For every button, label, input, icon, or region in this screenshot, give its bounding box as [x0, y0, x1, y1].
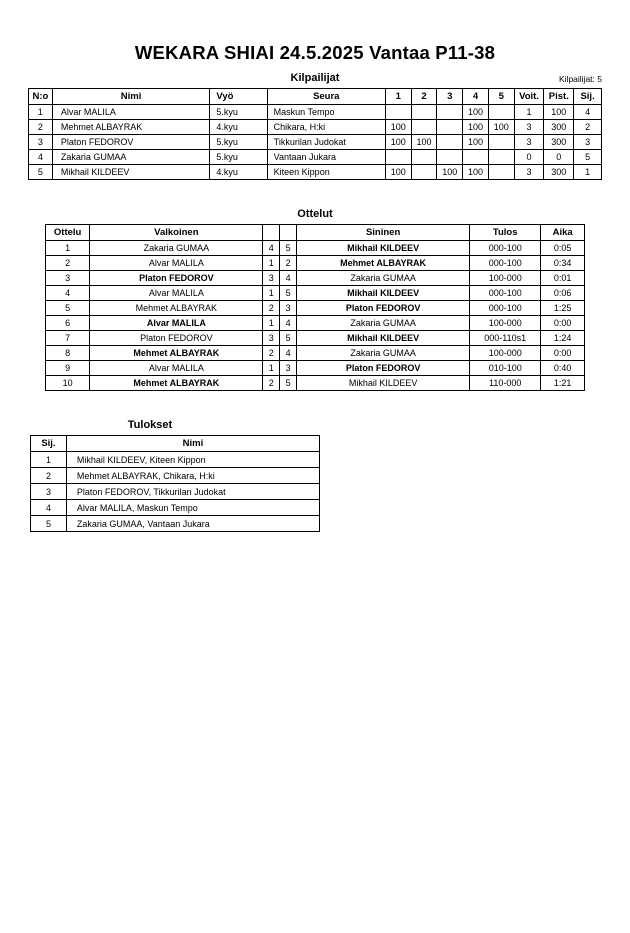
cell-m1: [385, 105, 411, 120]
cell-pb: 5: [280, 241, 297, 256]
cell-m1: 100: [385, 120, 411, 135]
cell-grade: 5.kyu: [210, 105, 267, 120]
table-row: [29, 120, 602, 135]
cell-grade: 4.kyu: [210, 120, 267, 135]
cell-blue: Mikhail KILDEEV: [297, 331, 470, 346]
cell-blue: Zakaria GUMAA: [297, 271, 470, 286]
cell-time: 0:01: [541, 271, 585, 286]
col-points: Pist.: [544, 89, 574, 105]
table-row: [29, 150, 602, 165]
col-match-5: 5: [488, 89, 514, 105]
cell-rank: 4: [574, 105, 602, 120]
cell-club: Vantaan Jukara: [267, 150, 385, 165]
cell-rank: 1: [574, 165, 602, 180]
cell-name: Mikhail KILDEEV: [52, 165, 210, 180]
cell-pw: 4: [263, 241, 280, 256]
cell-name: Platon FEDOROV, Tikkurilan Judokat: [66, 484, 319, 500]
cell-blue: Platon FEDOROV: [297, 361, 470, 376]
table-row: [46, 346, 585, 361]
cell-time: 0:00: [541, 316, 585, 331]
cell-club: Chikara, H:ki: [267, 120, 385, 135]
cell-wins: 1: [514, 105, 544, 120]
competitors-count-label: Kilpailijat: 5: [559, 74, 602, 84]
col-name: Nimi: [52, 89, 210, 105]
col-grade: Vyö: [210, 89, 267, 105]
cell-time: 1:21: [541, 376, 585, 391]
cell-no: 1: [46, 241, 90, 256]
table-row: [31, 516, 320, 532]
col-result-rank: Sij.: [31, 436, 67, 452]
col-match-4: 4: [463, 89, 489, 105]
cell-time: 0:00: [541, 346, 585, 361]
cell-name: Mehmet ALBAYRAK: [52, 120, 210, 135]
competitors-header-row: [29, 89, 602, 105]
table-row: [46, 301, 585, 316]
cell-m5: [488, 150, 514, 165]
cell-pb: 3: [280, 361, 297, 376]
cell-no: 7: [46, 331, 90, 346]
cell-white: Zakaria GUMAA: [90, 241, 263, 256]
cell-no: 10: [46, 376, 90, 391]
cell-blue: Zakaria GUMAA: [297, 316, 470, 331]
cell-pb: 4: [280, 316, 297, 331]
cell-m5: [488, 165, 514, 180]
results-header-row: [31, 436, 320, 452]
competitors-heading: Kilpailijat: [290, 72, 340, 84]
cell-m4: 100: [463, 165, 489, 180]
cell-time: 0:06: [541, 286, 585, 301]
cell-pw: 2: [263, 301, 280, 316]
cell-white: Mehmet ALBAYRAK: [90, 301, 263, 316]
cell-white: Alvar MALILA: [90, 286, 263, 301]
cell-pb: 2: [280, 256, 297, 271]
cell-result: 000-100: [470, 256, 541, 271]
results-block: [0, 419, 630, 532]
cell-blue: Mikhail KILDEEV: [297, 286, 470, 301]
col-result: Tulos: [470, 225, 541, 241]
competitors-heading-row: [0, 72, 630, 88]
table-row: [46, 271, 585, 286]
cell-rank: 3: [31, 484, 67, 500]
cell-result: 000-100: [470, 286, 541, 301]
cell-pb: 4: [280, 271, 297, 286]
cell-white: Mehmet ALBAYRAK: [90, 376, 263, 391]
cell-result: 000-110s1: [470, 331, 541, 346]
cell-grade: 5.kyu: [210, 135, 267, 150]
cell-pw: 1: [263, 316, 280, 331]
cell-club: Kiteen Kippon: [267, 165, 385, 180]
table-row: [46, 361, 585, 376]
cell-pw: 1: [263, 256, 280, 271]
table-row: [46, 286, 585, 301]
cell-no: 3: [46, 271, 90, 286]
cell-no: 4: [29, 150, 53, 165]
table-row: [31, 468, 320, 484]
cell-grade: 4.kyu: [210, 165, 267, 180]
cell-pb: 5: [280, 286, 297, 301]
cell-pw: 3: [263, 271, 280, 286]
cell-no: 2: [29, 120, 53, 135]
cell-rank: 2: [31, 468, 67, 484]
cell-blue: Mehmet ALBAYRAK: [297, 256, 470, 271]
cell-no: 9: [46, 361, 90, 376]
cell-m3: [437, 105, 463, 120]
cell-name: Mikhail KILDEEV, Kiteen Kippon: [66, 452, 319, 468]
cell-time: 0:05: [541, 241, 585, 256]
table-row: [46, 316, 585, 331]
col-match-1: 1: [385, 89, 411, 105]
cell-rank: 3: [574, 135, 602, 150]
cell-white: Alvar MALILA: [90, 361, 263, 376]
cell-white: Platon FEDOROV: [90, 271, 263, 286]
cell-m1: 100: [385, 165, 411, 180]
cell-m2: [411, 120, 437, 135]
competitors-table-wrap: [0, 88, 630, 180]
matches-table: [45, 224, 585, 391]
col-no: N:o: [29, 89, 53, 105]
cell-no: 5: [29, 165, 53, 180]
cell-time: 1:25: [541, 301, 585, 316]
cell-rank: 1: [31, 452, 67, 468]
cell-pb: 4: [280, 346, 297, 361]
cell-result: 000-100: [470, 241, 541, 256]
cell-rank: 5: [574, 150, 602, 165]
cell-m2: 100: [411, 135, 437, 150]
cell-pw: 2: [263, 376, 280, 391]
competitors-table: [28, 88, 602, 180]
cell-pb: 5: [280, 331, 297, 346]
col-blue: Sininen: [297, 225, 470, 241]
cell-name: Mehmet ALBAYRAK, Chikara, H:ki: [66, 468, 319, 484]
table-row: [29, 105, 602, 120]
cell-grade: 5.kyu: [210, 150, 267, 165]
cell-no: 4: [46, 286, 90, 301]
cell-wins: 0: [514, 150, 544, 165]
cell-no: 6: [46, 316, 90, 331]
cell-result: 010-100: [470, 361, 541, 376]
cell-m2: [411, 165, 437, 180]
col-rank: Sij.: [574, 89, 602, 105]
cell-pb: 3: [280, 301, 297, 316]
cell-club: Tikkurilan Judokat: [267, 135, 385, 150]
cell-name: Zakaria GUMAA, Vantaan Jukara: [66, 516, 319, 532]
cell-white: Mehmet ALBAYRAK: [90, 346, 263, 361]
cell-m3: [437, 150, 463, 165]
page-title: WEKARA SHIAI 24.5.2025 Vantaa P11-38: [134, 42, 496, 63]
cell-white: Alvar MALILA: [90, 256, 263, 271]
col-result-name: Nimi: [66, 436, 319, 452]
table-row: [31, 452, 320, 468]
table-row: [31, 500, 320, 516]
cell-no: 8: [46, 346, 90, 361]
cell-wins: 3: [514, 120, 544, 135]
cell-pw: 3: [263, 331, 280, 346]
cell-no: 2: [46, 256, 90, 271]
cell-m5: 100: [488, 120, 514, 135]
cell-points: 300: [544, 135, 574, 150]
cell-m4: 100: [463, 120, 489, 135]
cell-m2: [411, 105, 437, 120]
cell-no: 1: [29, 105, 53, 120]
table-row: [46, 256, 585, 271]
table-row: [46, 241, 585, 256]
table-row: [29, 165, 602, 180]
cell-white: Alvar MALILA: [90, 316, 263, 331]
results-heading: Tulokset: [127, 419, 173, 431]
table-row: [46, 331, 585, 346]
col-club: Seura: [267, 89, 385, 105]
matches-heading: Ottelut: [297, 208, 333, 220]
matches-table-wrap: [0, 224, 630, 391]
col-match-3: 3: [437, 89, 463, 105]
tournament-results-page: [0, 42, 630, 933]
cell-result: 000-100: [470, 301, 541, 316]
cell-m5: [488, 135, 514, 150]
cell-time: 1:24: [541, 331, 585, 346]
cell-result: 100-000: [470, 271, 541, 286]
cell-m4: 100: [463, 135, 489, 150]
cell-rank: 4: [31, 500, 67, 516]
cell-no: 3: [29, 135, 53, 150]
cell-blue: Mikhail KILDEEV: [297, 241, 470, 256]
cell-result: 110-000: [470, 376, 541, 391]
cell-points: 0: [544, 150, 574, 165]
cell-pw: 1: [263, 361, 280, 376]
matches-header-row: [46, 225, 585, 241]
cell-name: Alvar MALILA, Maskun Tempo: [66, 500, 319, 516]
cell-m4: 100: [463, 105, 489, 120]
col-blue-number: [280, 225, 297, 241]
cell-white: Platon FEDOROV: [90, 331, 263, 346]
cell-name: Zakaria GUMAA: [52, 150, 210, 165]
cell-wins: 3: [514, 135, 544, 150]
cell-m3: 100: [437, 165, 463, 180]
col-white-number: [263, 225, 280, 241]
col-wins: Voit.: [514, 89, 544, 105]
cell-points: 300: [544, 120, 574, 135]
cell-m5: [488, 105, 514, 120]
cell-name: Alvar MALILA: [52, 105, 210, 120]
cell-wins: 3: [514, 165, 544, 180]
cell-time: 0:34: [541, 256, 585, 271]
col-match-no: Ottelu: [46, 225, 90, 241]
cell-m1: 100: [385, 135, 411, 150]
col-white: Valkoinen: [90, 225, 263, 241]
cell-m1: [385, 150, 411, 165]
cell-m3: [437, 120, 463, 135]
cell-blue: Mikhail KILDEEV: [297, 376, 470, 391]
cell-result: 100-000: [470, 316, 541, 331]
results-table: [30, 435, 320, 532]
col-match-2: 2: [411, 89, 437, 105]
cell-points: 300: [544, 165, 574, 180]
cell-time: 0:40: [541, 361, 585, 376]
cell-m3: [437, 135, 463, 150]
cell-rank: 5: [31, 516, 67, 532]
cell-pb: 5: [280, 376, 297, 391]
cell-points: 100: [544, 105, 574, 120]
cell-blue: Platon FEDOROV: [297, 301, 470, 316]
cell-club: Maskun Tempo: [267, 105, 385, 120]
table-row: [31, 484, 320, 500]
cell-no: 5: [46, 301, 90, 316]
cell-name: Platon FEDOROV: [52, 135, 210, 150]
cell-m2: [411, 150, 437, 165]
cell-rank: 2: [574, 120, 602, 135]
cell-result: 100-000: [470, 346, 541, 361]
col-time: Aika: [541, 225, 585, 241]
cell-m4: [463, 150, 489, 165]
table-row: [29, 135, 602, 150]
cell-blue: Zakaria GUMAA: [297, 346, 470, 361]
cell-pw: 1: [263, 286, 280, 301]
cell-pw: 2: [263, 346, 280, 361]
table-row: [46, 376, 585, 391]
